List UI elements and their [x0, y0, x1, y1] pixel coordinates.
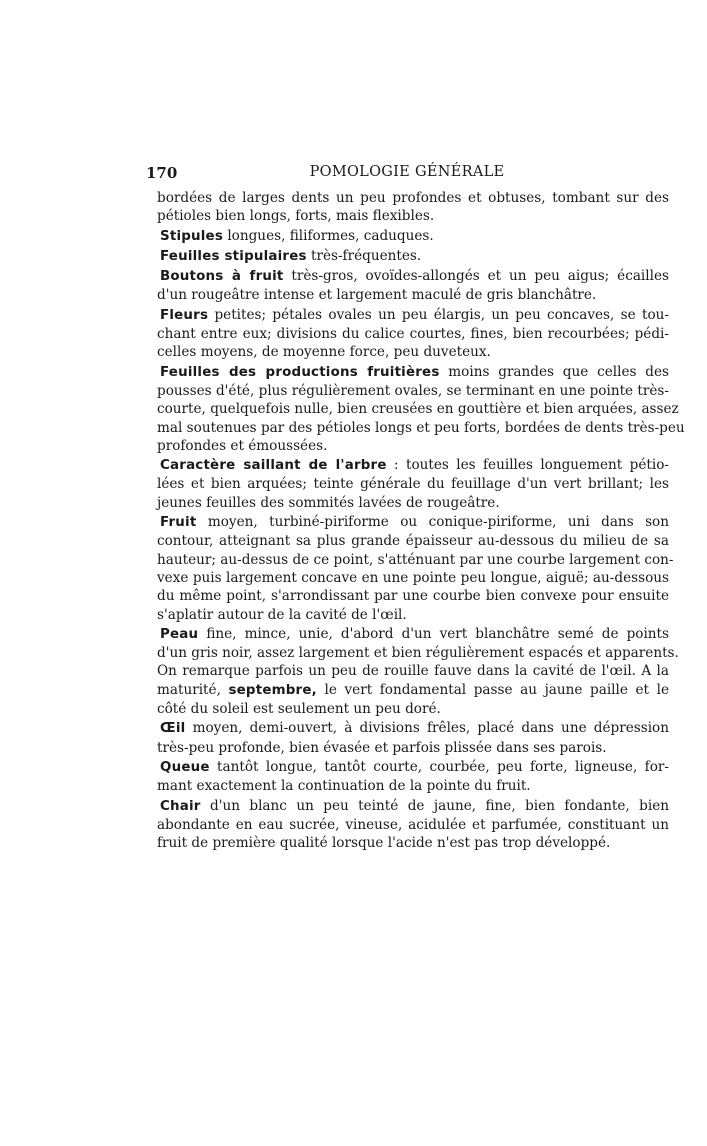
text-run: très-peu profonde, bien évasée et parfois plissée dans ses parois.	[157, 739, 607, 756]
text-run: le vert fondamental passe au jaune paille et le	[316, 681, 669, 698]
text-line	[157, 681, 669, 700]
text-line	[157, 343, 669, 361]
text-line	[157, 739, 669, 757]
bold-term: septembre,	[228, 682, 317, 698]
bold-term: Stipules	[160, 228, 223, 244]
text-run: moins grandes que celles des	[439, 363, 669, 380]
paragraph	[157, 513, 674, 624]
text-line	[157, 816, 669, 834]
paragraph	[157, 625, 679, 718]
text-line	[157, 400, 679, 418]
text-line	[157, 644, 679, 662]
text-line	[157, 286, 669, 304]
text-run: contour, atteignant sa plus grande épaisseur au-dessous du milieu de sa	[157, 533, 669, 550]
paragraph	[157, 189, 669, 226]
text-run: bordées de larges dents un peu profondes et obtuses, tombant sur des	[157, 190, 669, 206]
text-run: pétioles bien longs, forts, mais flexibles.	[157, 208, 435, 225]
paragraph	[157, 719, 669, 757]
text-run: tantôt longue, tantôt courte, courbée, peu forte, ligneuse, for-	[209, 758, 669, 775]
bold-term: Boutons à fruit	[160, 269, 284, 285]
paragraph	[157, 456, 669, 512]
text-run: jeunes feuilles des sommités lavées de rougeâtre.	[157, 494, 500, 511]
text-run: d'un blanc un peu teinté de jaune, fine, bien fondante, bien	[200, 797, 669, 814]
text-run: s'aplatir autour de la cavité de l'œil.	[157, 606, 407, 623]
paragraph	[157, 363, 685, 455]
page-body	[157, 189, 685, 853]
text-run: d'un gris noir, assez largement et bien régulièrement espacés et apparents.	[157, 645, 679, 662]
text-line	[157, 625, 669, 644]
text-run: vexe puis largement concave en une pointe peu longue, aiguë; au-dessous	[157, 569, 669, 586]
text-line	[157, 475, 669, 493]
text-line	[157, 267, 669, 286]
bold-term: Peau	[160, 626, 199, 642]
text-run: longues, filiformes, caduques.	[223, 227, 434, 244]
text-line	[157, 551, 674, 569]
text-line	[157, 513, 669, 532]
text-run: mal soutenues par des pétioles longs et peu forts, bordées de dents très-peu	[157, 419, 685, 436]
text-line	[157, 227, 669, 246]
text-run: mant exactement la continuation de la pointe du fruit.	[157, 778, 531, 795]
page-number: 170	[146, 164, 178, 182]
text-line	[157, 382, 669, 400]
text-line	[157, 797, 669, 816]
text-run: : toutes les feuilles longuement pétio-	[386, 457, 669, 474]
text-run: lées et bien arquées; teinte générale du feuillage d'un vert brillant; les	[157, 476, 669, 493]
text-line	[157, 456, 669, 475]
bold-term: Queue	[160, 759, 210, 775]
bold-term: Œil	[160, 721, 186, 737]
bold-term: Feuilles des productions fruitières	[160, 364, 440, 380]
text-line	[157, 325, 669, 343]
text-run: chant entre eux; divisions du calice courtes, fines, bien recourbées; pédi-	[157, 326, 669, 343]
running-title: POMOLOGIE GÉNÉRALE	[309, 164, 505, 180]
text-line	[157, 662, 669, 680]
text-run: du même point, s'arrondissant par une courbe bien convexe pour ensuite	[157, 588, 669, 605]
text-line	[157, 719, 669, 738]
bold-term: Caractère saillant de l'arbre	[160, 458, 387, 474]
text-run: fruit de première qualité lorsque l'acide n'est pas trop développé.	[157, 835, 611, 852]
text-run: fine, mince, unie, d'abord d'un vert blanchâtre semé de points	[198, 625, 669, 642]
text-run: abondante en eau sucrée, vineuse, acidulée et parfumée, constituant un	[157, 816, 669, 833]
text-run: pousses d'été, plus régulièrement ovales, se terminant en une pointe très-	[157, 382, 669, 399]
text-run: très-fréquentes.	[306, 247, 422, 264]
text-line	[157, 700, 669, 718]
text-run: hauteur; au-dessus de ce point, s'atténuant par une courbe largement con-	[157, 551, 674, 568]
text-run: celles moyens, de moyenne force, peu duveteux.	[157, 344, 491, 361]
text-run: On remarque parfois un peu de rouille fauve dans la cavité de l'œil. A la	[157, 663, 669, 680]
paragraph	[157, 758, 669, 796]
text-run: très-gros, ovoïdes-allongés et un peu aigus; écailles	[283, 268, 669, 285]
text-line	[157, 606, 669, 624]
text-run: profondes et émoussées.	[157, 437, 328, 454]
paragraph	[157, 227, 669, 246]
text-run: petites; pétales ovales un peu élargis, un peu concaves, se tou-	[208, 306, 669, 323]
text-line	[157, 758, 669, 777]
text-line	[157, 207, 669, 225]
text-run: moyen, demi-ouvert, à divisions frêles, placé dans une dépression	[185, 720, 669, 737]
paragraph	[157, 306, 669, 362]
text-line	[157, 587, 669, 605]
page-header	[146, 164, 668, 186]
paragraph	[157, 797, 669, 853]
text-run: maturité,	[157, 681, 229, 698]
text-line	[157, 363, 669, 382]
paragraph	[157, 267, 669, 305]
bold-term: Fruit	[160, 515, 197, 531]
bold-term: Feuilles stipulaires	[160, 248, 307, 264]
text-run: côté du soleil est seulement un peu doré.	[157, 701, 441, 718]
text-line	[157, 532, 669, 550]
bold-term: Fleurs	[160, 307, 209, 323]
text-run: courte, quelquefois nulle, bien creusées en gouttière et bien arquées, assez	[157, 401, 679, 418]
text-line	[157, 437, 669, 455]
text-line	[157, 189, 669, 207]
text-line	[157, 306, 669, 325]
text-line	[157, 419, 685, 437]
paragraph	[157, 247, 669, 266]
text-line	[157, 494, 669, 512]
text-line	[157, 834, 669, 852]
bold-term: Chair	[160, 798, 201, 814]
text-line	[157, 247, 669, 266]
text-run: d'un rougeâtre intense et largement maculé de gris blanchâtre.	[157, 287, 597, 304]
text-line	[157, 777, 669, 795]
text-run: moyen, turbiné-piriforme ou conique-piriforme, uni dans son	[196, 514, 669, 531]
text-line	[157, 569, 669, 587]
